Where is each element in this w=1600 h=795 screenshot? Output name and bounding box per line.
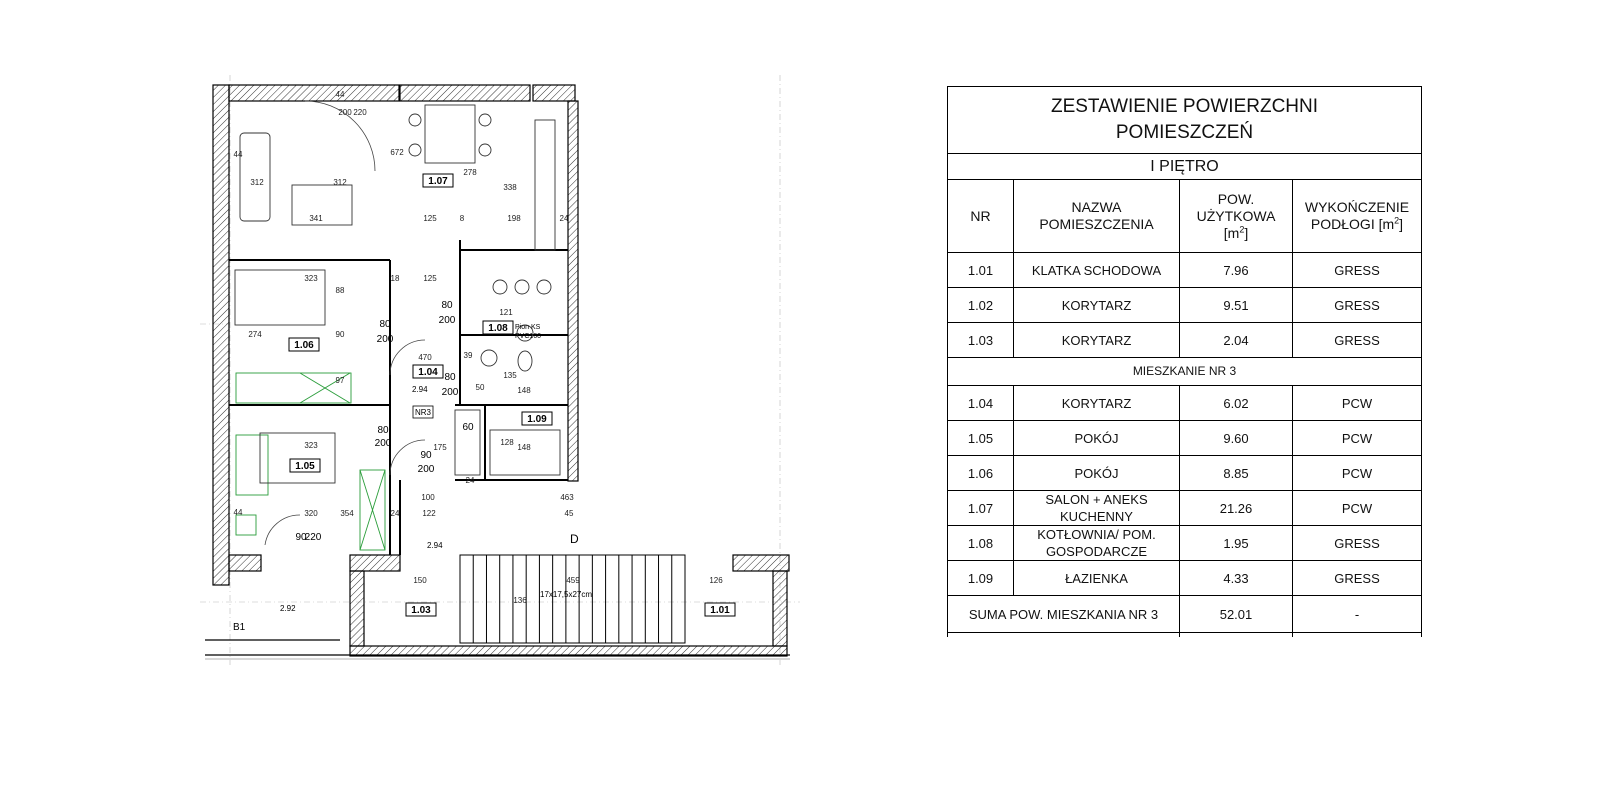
table-row <box>948 526 1422 561</box>
dimension-label: 8 <box>459 214 465 223</box>
dimension-label: 135 <box>503 371 517 380</box>
unit-bracket: ] <box>1399 216 1404 232</box>
table-tail <box>948 633 1180 638</box>
dimension-label: 278 <box>463 168 477 177</box>
door-label: 200 <box>376 334 394 345</box>
table-row <box>948 386 1422 421</box>
sum-floor: - <box>1293 596 1422 633</box>
dimension-label: 672 <box>390 148 404 157</box>
table-tail <box>1293 633 1422 638</box>
unit-superscript: 2 <box>1239 223 1245 234</box>
dimension-label: 44 <box>233 508 243 517</box>
table-row <box>948 491 1422 526</box>
cell-name <box>1014 491 1180 526</box>
cell-name-line2: KUCHENNY <box>1060 509 1133 524</box>
door-label: 80 <box>444 372 456 383</box>
table-row <box>948 253 1422 288</box>
dimension-label: 136 <box>513 596 527 605</box>
stack-pipe-label: PVC160 <box>515 333 542 340</box>
area-summary-table <box>947 86 1422 637</box>
cell-nr: 1.02 <box>948 288 1014 323</box>
room-label-1.04: 1.04 <box>418 367 438 378</box>
room-label-1.06: 1.06 <box>294 340 314 351</box>
cell-area: 2.04 <box>1180 323 1293 358</box>
dimension-label: 39 <box>463 351 473 360</box>
dimension-label: 100 <box>421 493 435 502</box>
dimension-label: 18 <box>390 274 400 283</box>
unit-tag: NR3 <box>415 408 432 417</box>
cell-nr: 1.05 <box>948 421 1014 456</box>
header-name <box>1014 180 1180 253</box>
door-label: 200 <box>441 387 459 398</box>
table-title-line2: POMIESZCZEŃ <box>1115 122 1254 143</box>
door-label: 200 <box>417 464 435 475</box>
dimension-label: 44 <box>335 90 345 99</box>
cell-area: 8.85 <box>1180 456 1293 491</box>
dimension-label: 24 <box>465 476 475 485</box>
dimension-label: 470 <box>418 353 432 362</box>
cell-floor: GRESS <box>1293 323 1422 358</box>
dimension-label: 198 <box>507 214 521 223</box>
cell-area: 6.02 <box>1180 386 1293 421</box>
interior-walls <box>229 240 568 555</box>
room-label-1.03: 1.03 <box>411 605 431 616</box>
cell-area: 21.26 <box>1180 491 1293 526</box>
dimension-label: 459 <box>566 576 580 585</box>
header-area <box>1180 180 1293 253</box>
door-label: 200 <box>374 438 392 449</box>
cell-floor: PCW <box>1293 491 1422 526</box>
table-row <box>948 288 1422 323</box>
door-label: 220 <box>304 532 322 543</box>
stack-label: Pion KS <box>515 324 541 331</box>
exterior-walls <box>213 85 789 656</box>
table-row <box>948 323 1422 358</box>
cell-name: KORYTARZ <box>1014 386 1180 421</box>
sum-row <box>948 596 1422 633</box>
room-label-1.09: 1.09 <box>527 414 547 425</box>
dimension-label: 463 <box>560 493 574 502</box>
unit-text: PODŁOGI [m <box>1310 216 1395 232</box>
dimension-label: 24 <box>559 214 569 223</box>
door-label: 80 <box>379 319 391 330</box>
dimension-label: 150 <box>413 576 427 585</box>
dimension-label: 45 <box>564 509 574 518</box>
cell-floor: PCW <box>1293 421 1422 456</box>
cell-floor: PCW <box>1293 456 1422 491</box>
level-mark: 2.92 <box>280 604 296 613</box>
dimension-label: 24 <box>390 509 400 518</box>
cell-nr: 1.01 <box>948 253 1014 288</box>
room-label-1.01: 1.01 <box>710 605 730 616</box>
room-label-1.07: 1.07 <box>428 176 448 187</box>
dimension-label: 88 <box>335 286 345 295</box>
dimension-label: 341 <box>309 214 323 223</box>
dimension-label: 97 <box>335 376 345 385</box>
cell-name: KLATKA SCHODOWA <box>1014 253 1180 288</box>
cell-name: POKÓJ <box>1014 456 1180 491</box>
cell-floor: GRESS <box>1293 526 1422 561</box>
cell-name-line1: SALON + ANEKS <box>1045 492 1148 507</box>
dimension-label: 323 <box>304 274 318 283</box>
door-label: 200 <box>438 315 456 326</box>
axis-label: B1 <box>233 622 246 633</box>
header-area-unit <box>1184 225 1288 242</box>
cell-name-line2: GOSPODARCZE <box>1045 544 1148 559</box>
dimension-label: 121 <box>499 308 513 317</box>
dimension-label: 220 <box>353 108 367 117</box>
header-name-line1: NAZWA <box>1071 199 1122 215</box>
unit-bracket: ] <box>1244 224 1249 241</box>
table-row <box>948 456 1422 491</box>
dimension-label: 312 <box>333 178 347 187</box>
header-nr: NR <box>948 180 1014 253</box>
unit-superscript: 2 <box>1394 215 1400 226</box>
table-title <box>948 87 1422 154</box>
dimension-label: 323 <box>304 441 318 450</box>
door-label: 80 <box>377 425 389 436</box>
cell-area: 9.51 <box>1180 288 1293 323</box>
level-mark: 2.94 <box>412 385 428 394</box>
dimension-label: 274 <box>248 330 262 339</box>
door-label: 90 <box>295 532 307 543</box>
sum-label: SUMA POW. MIESZKANIA NR 3 <box>948 596 1180 633</box>
cell-name <box>1014 526 1180 561</box>
cell-area: 4.33 <box>1180 561 1293 596</box>
dimension-label: 125 <box>423 274 437 283</box>
cell-area: 1.95 <box>1180 526 1293 561</box>
section-label: MIESZKANIE NR 3 <box>948 358 1422 386</box>
dimension-label: 50 <box>475 383 485 392</box>
cell-floor: PCW <box>1293 386 1422 421</box>
stair-dimension-label: 17x17,5x27cm <box>540 590 593 599</box>
cell-floor: GRESS <box>1293 253 1422 288</box>
table-row <box>948 561 1422 596</box>
door-label: 90 <box>420 450 432 461</box>
floor-label: I PIĘTRO <box>948 154 1422 180</box>
door-swings <box>265 101 425 545</box>
dimension-label: 338 <box>503 183 517 192</box>
header-floor-line2 <box>1297 216 1417 233</box>
dimension-label: 200 <box>338 108 352 117</box>
cell-nr: 1.06 <box>948 456 1014 491</box>
cell-floor: GRESS <box>1293 288 1422 323</box>
dimension-label: 354 <box>340 509 354 518</box>
dimension-label: 128 <box>500 438 514 447</box>
cell-name: ŁAZIENKA <box>1014 561 1180 596</box>
unit-text: [m <box>1223 224 1240 241</box>
table-tail <box>1180 633 1293 638</box>
sum-area: 52.01 <box>1180 596 1293 633</box>
cell-area: 7.96 <box>1180 253 1293 288</box>
dimension-label: 90 <box>335 330 345 339</box>
header-area-line1: POW. <box>1217 190 1255 207</box>
door-label: 60 <box>462 422 474 433</box>
cell-nr: 1.03 <box>948 323 1014 358</box>
header-area-line2: UŻYTKOWA <box>1196 207 1276 224</box>
cell-floor: GRESS <box>1293 561 1422 596</box>
header-floor-line1: WYKOŃCZENIE <box>1304 199 1410 215</box>
table-title-line1: ZESTAWIENIE POWIERZCHNI <box>1050 96 1319 117</box>
room-label-1.08: 1.08 <box>488 323 508 334</box>
dimension-label: 148 <box>517 443 531 452</box>
dimension-label: 320 <box>304 509 318 518</box>
cell-name-line1: KOTŁOWNIA/ POM. <box>1037 527 1156 542</box>
table-row <box>948 421 1422 456</box>
door-label: 80 <box>441 300 453 311</box>
d-mark: D <box>570 532 579 546</box>
dimension-label: 175 <box>433 443 447 452</box>
floor-plan-drawing <box>200 75 800 675</box>
dimension-label: 312 <box>250 178 264 187</box>
level-mark: 2.94 <box>427 541 443 550</box>
cell-name: KORYTARZ <box>1014 288 1180 323</box>
dimension-label: 125 <box>423 214 437 223</box>
cell-name: POKÓJ <box>1014 421 1180 456</box>
cell-nr: 1.09 <box>948 561 1014 596</box>
dimension-label: 126 <box>709 576 723 585</box>
cell-name: KORYTARZ <box>1014 323 1180 358</box>
header-floor-finish <box>1293 180 1422 253</box>
cell-nr: 1.07 <box>948 491 1014 526</box>
dimension-label: 122 <box>422 509 436 518</box>
header-name-line2: POMIESZCZENIA <box>1039 216 1154 232</box>
dimension-label: 148 <box>517 386 531 395</box>
cell-area: 9.60 <box>1180 421 1293 456</box>
cell-nr: 1.08 <box>948 526 1014 561</box>
dimension-label: 44 <box>233 150 243 159</box>
cell-nr: 1.04 <box>948 386 1014 421</box>
stairs <box>460 555 685 643</box>
room-label-1.05: 1.05 <box>295 461 315 472</box>
